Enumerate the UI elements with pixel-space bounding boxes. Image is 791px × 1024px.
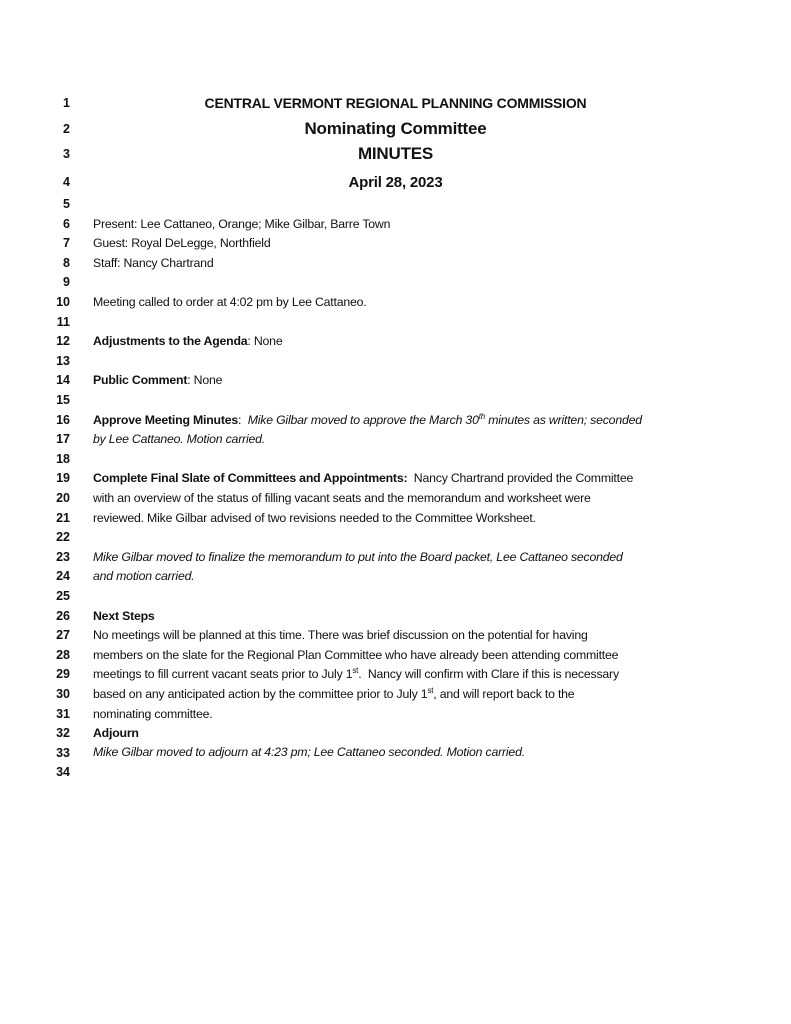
line-number: 27 [56,628,70,643]
doc-line-10 [0,293,791,313]
doc-line-24 [0,567,791,587]
final-slate-line3: reviewed. Mike Gilbar advised of two revisions needed to the Committee Worksheet. [93,510,536,525]
line-number: 1 [63,96,70,110]
line-number: 30 [56,687,70,701]
final-slate-motion-line1: Mike Gilbar moved to finalize the memorandum to put into the Board packet, Lee Cattaneo seconded [93,549,623,564]
line-number: 4 [63,175,70,189]
doc-line-6 [0,215,791,235]
doc-line-7 [0,234,791,254]
line-number: 3 [63,146,70,161]
guest-list: Guest: Royal DeLegge, Northfield [93,236,271,251]
line-number: 7 [63,236,70,251]
line-number: 14 [56,373,70,388]
line-number: 18 [56,451,70,466]
line-number: 22 [56,530,70,545]
adjustments-heading: Adjustments to the Agenda [93,334,248,349]
line-number: 25 [56,589,70,603]
line-number: 20 [56,491,70,505]
approve-minutes-heading: Approve Meeting Minutes [93,412,239,427]
line-number: 16 [56,412,70,427]
adjustments-item [93,332,731,352]
line-number: 24 [56,569,70,584]
doc-line-26 [0,607,791,627]
line-number: 31 [56,706,70,721]
line-number: 29 [56,667,70,682]
final-slate-line2: with an overview of the status of filling vacant seats and the memorandum and worksheet were [93,491,591,505]
adjustments-text: : None [247,334,283,349]
line-number: 9 [63,275,70,290]
public-comment-text: : None [187,373,223,388]
next-steps-line2: members on the slate for the Regional Plan Committee who have already been attending committee [93,647,619,662]
line-number: 2 [63,121,70,136]
approve-minutes-line2: by Lee Cattaneo. Motion carried. [93,432,266,447]
line-number: 33 [56,745,70,760]
doc-line-29 [0,665,791,685]
minutes-title: MINUTES [357,144,434,163]
approve-minutes-text-a: Mike Gilbar moved to approve the March 30 [247,412,479,427]
line-number: 28 [56,647,70,662]
line-number: 11 [56,314,70,329]
doc-line-33 [0,724,791,744]
line-number: 12 [56,334,70,349]
next-steps-heading: Next Steps [93,608,155,623]
public-comment-heading: Public Comment [93,373,188,388]
final-slate-line1: Nancy Chartrand provided the Committee [407,471,634,486]
doc-line-21 [0,509,791,529]
ordinal-suffix: st [427,685,434,695]
doc-line-17 [0,430,791,450]
adjourn-heading: Adjourn [93,725,139,740]
next-steps-line1: No meetings will be planned at this time. There was brief discussion on the potential for having [93,628,588,643]
next-steps-line4-a: based on any anticipated action by the committee prior to July 1 [93,687,428,701]
doc-line-3 [0,143,791,163]
call-to-order: Meeting called to order at 4:02 pm by Lee Cattaneo. [93,295,367,309]
line-number: 26 [56,608,70,623]
present-list: Present: Lee Cattaneo, Orange; Mike Gilbar, Barre Town [93,216,391,231]
committee-title: Nominating Committee [304,119,487,138]
doc-line-14 [0,371,791,391]
line-number: 21 [56,510,70,525]
next-steps-line3 [93,665,731,685]
next-steps-line3-a: meetings to fill current vacant seats prior to July 1 [93,667,353,682]
doc-line-16 [0,411,791,431]
staff-list: Staff: Nancy Chartrand [93,255,214,270]
line-number: 34 [56,765,70,780]
doc-line-34 [0,743,791,763]
doc-line-1 [0,94,791,114]
doc-line-2 [0,118,791,138]
line-number: 19 [56,471,70,486]
line-number: 5 [63,197,70,211]
final-slate-motion-line2: and motion carried. [93,569,195,584]
final-slate-item [93,469,731,489]
doc-line-31 [0,705,791,725]
line-number: 8 [63,255,70,270]
line-number: 23 [56,549,70,564]
approve-minutes-colon: : [238,412,248,427]
doc-line-12 [0,332,791,352]
meeting-date: April 28, 2023 [348,174,443,191]
line-number: 15 [56,393,70,407]
final-slate-heading: Complete Final Slate of Committees and Appointments: [93,471,408,486]
doc-line-30 [0,685,791,705]
ordinal-suffix: st [352,666,359,676]
approve-minutes-item [93,411,731,431]
next-steps-line4 [93,685,731,705]
doc-line-4 [0,173,791,193]
public-comment-item [93,371,731,391]
doc-line-8 [0,254,791,274]
adjourn-text: Mike Gilbar moved to adjourn at 4:23 pm; Lee Cattaneo seconded. Motion carried. [93,745,525,760]
organization-title: CENTRAL VERMONT REGIONAL PLANNING COMMISSION [204,95,587,111]
doc-line-19 [0,469,791,489]
line-number: 17 [56,432,70,447]
doc-line-23 [0,548,791,568]
line-number: 10 [56,295,70,309]
line-number: 32 [56,726,70,741]
next-steps-line5: nominating committee. [93,706,213,721]
next-steps-line4-b: , and will report back to the [433,687,575,701]
ordinal-suffix: th [478,411,485,421]
doc-line-20 [0,489,791,509]
line-number: 13 [56,353,70,368]
doc-line-28 [0,646,791,666]
approve-minutes-motion [248,413,642,427]
approve-minutes-text-b: minutes as written; seconded [485,412,642,427]
line-number: 6 [63,216,70,231]
doc-line-27 [0,626,791,646]
next-steps-line3-b: . Nancy will confirm with Clare if this is necessary [358,667,619,682]
